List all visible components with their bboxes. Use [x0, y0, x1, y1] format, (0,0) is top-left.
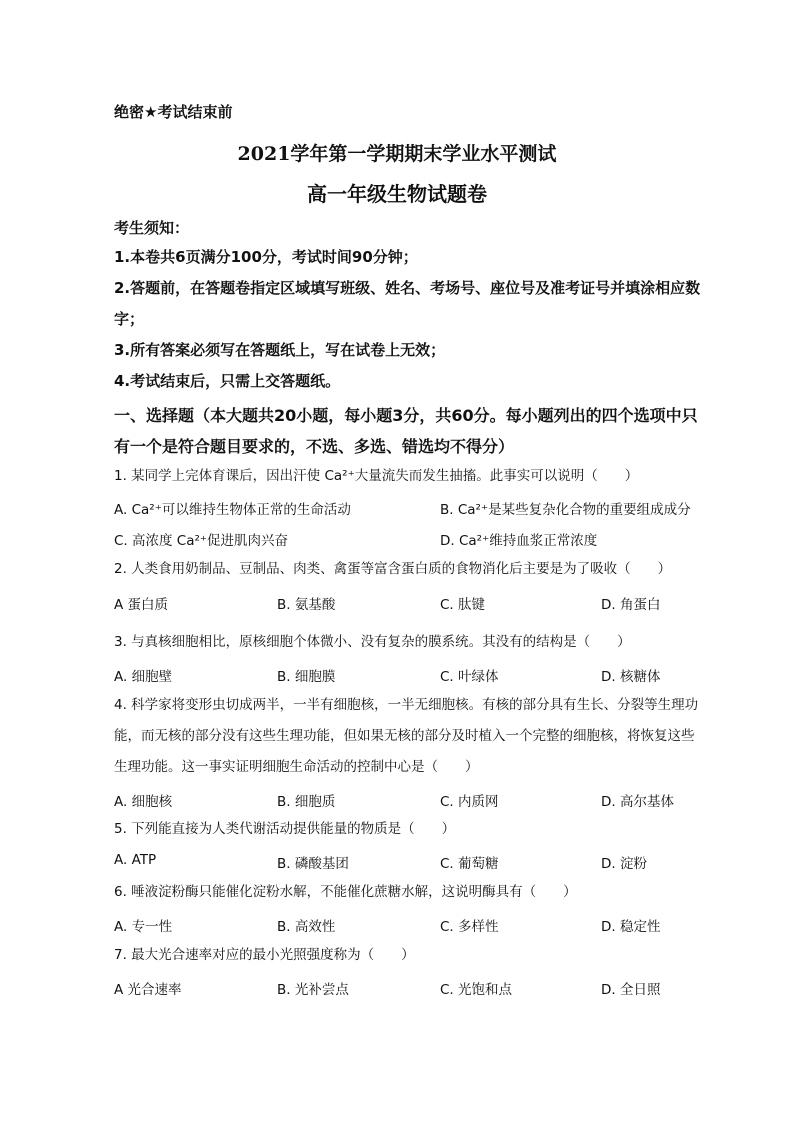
question-option: C. 多样性	[440, 919, 499, 935]
question-option: C. 内质网	[440, 794, 499, 810]
question-stem: 7. 最大光合速率对应的最小光照强度称为（ ）	[114, 947, 415, 963]
question-stem: 3. 与真核细胞相比，原核细胞个体微小、没有复杂的膜系统。其没有的结构是（ ）	[114, 634, 631, 650]
question-option: D. 淀粉	[601, 856, 647, 872]
question-option: D. 核糖体	[601, 669, 661, 685]
question-option: B. 细胞膜	[277, 669, 336, 685]
question-stem: 5. 下列能直接为人类代谢活动提供能量的物质是（ ）	[114, 821, 456, 837]
question-option: B. 高效性	[277, 919, 336, 935]
exam-title: 2021学年第一学期期末学业水平测试	[237, 143, 557, 165]
question-option: C. 光饱和点	[440, 982, 513, 998]
question-option: B. 氨基酸	[277, 597, 336, 613]
notice-item: 4.考试结束后，只需上交答题纸。	[114, 372, 341, 390]
question-option: C. 叶绿体	[440, 669, 499, 685]
question-option: D. 全日照	[601, 982, 661, 998]
notice-heading: 考生须知：	[114, 219, 190, 237]
question-option: D. 稳定性	[601, 919, 661, 935]
question-option: B. 光补尝点	[277, 982, 349, 998]
question-option: D. 高尔基体	[601, 794, 674, 810]
question-option: A. 细胞核	[114, 794, 173, 810]
notice-item: 3.所有答案必须写在答题纸上，写在试卷上无效；	[114, 341, 446, 359]
question-option: A 光合速率	[114, 982, 182, 998]
question-option: B. 磷酸基团	[277, 856, 349, 872]
question-option: A. ATP	[114, 852, 157, 868]
question-stem: 4. 科学家将变形虫切成两半，一半有细胞核，一半无细胞核。有核的部分具有生长、分裂等生理功能，而无核的部分没有这些生理功能，但如果无核的部分及时植入一个完整的细胞核，将恢复这些生理功能。这一事实证明细胞生命活动的控制中心是（ ）	[114, 697, 699, 775]
question-option: C. 肽键	[440, 597, 486, 613]
exam-subtitle: 高一年级生物试题卷	[307, 182, 487, 206]
section-heading: 一、选择题（本大题共20小题，每小题3分，共60分。每小题列出的四个选项中只有一个是符合题目要求的，不选、多选、错选均不得分）	[114, 406, 698, 456]
question-option: A. 细胞壁	[114, 669, 173, 685]
notice-item: 1.本卷共6页满分100分，考试时间90分钟；	[114, 248, 418, 266]
secret-label: 绝密★考试结束前	[114, 103, 233, 121]
question-stem: 2. 人类食用奶制品、豆制品、肉类、禽蛋等富含蛋白质的食物消化后主要是为了吸收（ ）	[114, 561, 672, 577]
notice-item: 2.答题前，在答题卷指定区域填写班级、姓名、考场号、座位号及准考证号并填涂相应数字；	[114, 279, 701, 328]
question-stem: 6. 唾液淀粉酶只能催化淀粉水解，不能催化蔗糖水解，这说明酶具有（ ）	[114, 884, 577, 900]
question-option: D. 角蛋白	[601, 597, 661, 613]
question-stem: 1. 某同学上完体育课后，因出汗使 Ca²⁺大量流失而发生抽搐。此事实可以说明（ ）	[114, 468, 639, 484]
question-option: D. Ca²⁺维持血浆正常浓度	[440, 533, 598, 549]
question-option: B. 细胞质	[277, 794, 336, 810]
question-option: C. 高浓度 Ca²⁺促进肌肉兴奋	[114, 533, 289, 549]
question-option: C. 葡萄糖	[440, 856, 499, 872]
question-option: A. Ca²⁺可以维持生物体正常的生命活动	[114, 502, 351, 518]
question-option: B. Ca²⁺是某些复杂化合物的重要组成成分	[440, 502, 691, 518]
question-option: A. 专一性	[114, 919, 173, 935]
question-option: A 蛋白质	[114, 597, 169, 613]
